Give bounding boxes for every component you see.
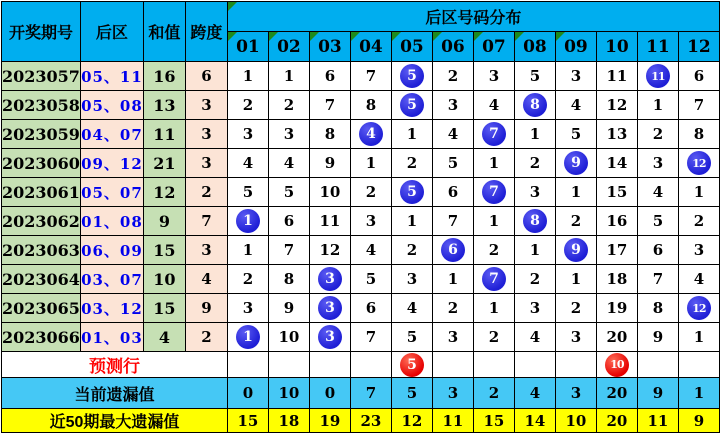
header-period: 开奖期号 [2,2,81,62]
distribution-cell: 3 [637,149,678,178]
distribution-cell: 5 [391,323,432,352]
blue-ball: 4 [359,122,383,146]
blue-ball: 8 [523,209,547,233]
current-omission-value: 9 [637,378,678,409]
header-col-05: 05 [391,32,432,62]
prediction-cell [637,352,678,378]
red-ball: 10 [605,353,629,377]
distribution-cell: 1 [227,62,268,91]
distribution-cell: 6 [350,294,391,323]
sum-cell: 9 [143,207,185,236]
rear-numbers-cell: 05、07 [80,178,143,207]
distribution-cell: 5 [432,149,473,178]
draw-row-2023062 [2,207,720,236]
distribution-cell: 7 [309,91,350,120]
header-col-12: 12 [678,32,719,62]
distribution-cell: 1 [555,265,596,294]
distribution-cell: 9 [637,323,678,352]
max-omission-value: 14 [514,409,555,433]
distribution-cell [637,62,678,91]
draw-row-2023059 [2,120,720,149]
distribution-cell: 8 [350,91,391,120]
max-omission-value: 15 [473,409,514,433]
span-cell: 2 [185,323,227,352]
period-cell: 2023058 [2,91,81,120]
period-cell: 2023064 [2,265,81,294]
distribution-cell: 16 [596,207,637,236]
blue-ball: 5 [400,64,424,88]
distribution-cell: 1 [678,323,719,352]
distribution-cell: 4 [555,91,596,120]
distribution-cell: 4 [350,236,391,265]
blue-ball: 1 [236,209,260,233]
distribution-cell: 1 [473,294,514,323]
max-omission-value: 20 [596,409,637,433]
header-col-03: 03 [309,32,350,62]
span-cell: 3 [185,120,227,149]
distribution-cell: 1 [432,265,473,294]
blue-ball: 7 [482,122,506,146]
max-omission-value: 11 [637,409,678,433]
distribution-cell [514,207,555,236]
distribution-cell: 18 [596,265,637,294]
distribution-cell: 3 [555,62,596,91]
draw-row-2023060 [2,149,720,178]
header-sum: 和值 [143,2,185,62]
current-omission-value: 3 [555,378,596,409]
rear-numbers-cell: 06、09 [80,236,143,265]
distribution-cell: 6 [432,178,473,207]
distribution-cell [678,149,719,178]
sum-cell: 15 [143,294,185,323]
chart-table [1,1,720,433]
distribution-cell: 5 [514,62,555,91]
sum-cell: 21 [143,149,185,178]
distribution-cell: 4 [227,149,268,178]
period-cell: 2023059 [2,120,81,149]
distribution-cell: 6 [309,62,350,91]
current-omission-value: 20 [596,378,637,409]
span-cell: 3 [185,91,227,120]
distribution-cell: 1 [227,236,268,265]
blue-ball: 3 [318,325,342,349]
header-col-04: 04 [350,32,391,62]
distribution-cell: 2 [555,207,596,236]
header-distribution-title: 后区号码分布 [227,2,719,32]
distribution-cell: 2 [514,265,555,294]
distribution-cell [350,120,391,149]
distribution-cell: 8 [309,120,350,149]
prediction-row-label: 预测行 [2,352,228,378]
header-rear: 后区 [80,2,143,62]
distribution-cell: 1 [637,91,678,120]
distribution-cell [473,265,514,294]
prediction-cell [514,352,555,378]
header-col-02: 02 [268,32,309,62]
distribution-cell: 1 [391,120,432,149]
distribution-cell: 4 [268,149,309,178]
distribution-cell: 3 [514,178,555,207]
blue-ball: 5 [400,93,424,117]
distribution-cell: 2 [473,323,514,352]
blue-ball: 12 [687,151,711,175]
distribution-cell: 6 [637,236,678,265]
distribution-cell [473,178,514,207]
header-span: 跨度 [185,2,227,62]
header-col-06: 06 [432,32,473,62]
sum-cell: 12 [143,178,185,207]
distribution-cell [227,207,268,236]
distribution-cell: 2 [227,265,268,294]
distribution-cell [473,120,514,149]
distribution-cell [678,294,719,323]
current-omission-value: 5 [391,378,432,409]
distribution-cell [555,236,596,265]
span-cell: 6 [185,62,227,91]
span-cell: 9 [185,294,227,323]
current-omission-value: 0 [309,378,350,409]
blue-ball: 5 [400,180,424,204]
distribution-cell: 1 [678,178,719,207]
blue-ball: 6 [441,238,465,262]
header-row-1 [2,2,720,32]
distribution-cell: 3 [432,323,473,352]
current-omission-row [2,378,720,409]
current-omission-value: 4 [514,378,555,409]
distribution-cell: 5 [268,178,309,207]
distribution-cell: 2 [555,294,596,323]
distribution-cell: 3 [391,265,432,294]
distribution-cell: 15 [596,178,637,207]
prediction-cell [227,352,268,378]
distribution-cell [309,323,350,352]
distribution-cell: 2 [391,149,432,178]
distribution-cell: 5 [637,207,678,236]
distribution-cell: 3 [555,323,596,352]
distribution-cell: 7 [432,207,473,236]
prediction-cell [473,352,514,378]
distribution-cell [227,323,268,352]
current-omission-value: 10 [268,378,309,409]
distribution-cell: 1 [473,207,514,236]
sum-cell: 16 [143,62,185,91]
draw-row-2023061 [2,178,720,207]
blue-ball: 9 [564,238,588,262]
prediction-cell [432,352,473,378]
blue-ball: 9 [564,151,588,175]
distribution-cell: 20 [596,323,637,352]
distribution-cell: 3 [473,62,514,91]
max-omission-value: 23 [350,409,391,433]
distribution-cell [555,149,596,178]
period-cell: 2023057 [2,62,81,91]
prediction-cell [309,352,350,378]
distribution-cell: 13 [596,120,637,149]
distribution-cell: 7 [678,91,719,120]
distribution-cell [391,178,432,207]
span-cell: 7 [185,207,227,236]
distribution-cell: 2 [391,236,432,265]
period-cell: 2023060 [2,149,81,178]
rear-numbers-cell: 03、07 [80,265,143,294]
span-cell: 2 [185,178,227,207]
span-cell: 4 [185,265,227,294]
draw-row-2023063 [2,236,720,265]
header-col-08: 08 [514,32,555,62]
draw-row-2023064 [2,265,720,294]
distribution-cell: 1 [473,149,514,178]
distribution-cell: 2 [432,294,473,323]
header-col-07: 07 [473,32,514,62]
header-col-11: 11 [637,32,678,62]
distribution-cell: 1 [514,236,555,265]
distribution-cell: 1 [555,178,596,207]
distribution-cell: 17 [596,236,637,265]
distribution-cell: 7 [350,323,391,352]
distribution-cell: 8 [268,265,309,294]
prediction-cell [350,352,391,378]
rear-numbers-cell: 05、08 [80,91,143,120]
header-col-10: 10 [596,32,637,62]
distribution-cell: 10 [309,178,350,207]
distribution-cell: 4 [678,265,719,294]
max-omission-value: 12 [391,409,432,433]
distribution-cell: 10 [268,323,309,352]
distribution-cell: 9 [268,294,309,323]
distribution-cell: 4 [514,323,555,352]
max-omission-value: 19 [309,409,350,433]
prediction-cell [678,352,719,378]
distribution-cell: 2 [473,236,514,265]
distribution-cell: 5 [350,265,391,294]
distribution-cell: 3 [678,236,719,265]
distribution-cell: 8 [678,120,719,149]
prediction-cell [268,352,309,378]
period-cell: 2023061 [2,178,81,207]
distribution-cell: 1 [268,62,309,91]
distribution-cell: 12 [596,91,637,120]
max-omission-row [2,409,720,433]
distribution-cell: 3 [268,120,309,149]
sum-cell: 13 [143,91,185,120]
distribution-cell [514,91,555,120]
distribution-cell: 3 [350,207,391,236]
distribution-cell: 5 [555,120,596,149]
distribution-cell: 1 [514,120,555,149]
distribution-cell [391,91,432,120]
distribution-cell: 6 [268,207,309,236]
draw-row-2023057 [2,62,720,91]
distribution-cell [391,62,432,91]
blue-ball: 3 [318,267,342,291]
distribution-cell [432,236,473,265]
distribution-cell: 2 [268,91,309,120]
current-omission-value: 2 [473,378,514,409]
distribution-cell: 2 [514,149,555,178]
distribution-cell: 2 [350,178,391,207]
distribution-cell: 3 [227,294,268,323]
draw-row-2023066 [2,323,720,352]
prediction-row [2,352,720,378]
current-omission-value: 1 [678,378,719,409]
distribution-cell: 7 [350,62,391,91]
distribution-cell: 7 [268,236,309,265]
max-omission-label: 近50期最大遗漏值 [2,409,228,433]
distribution-cell: 14 [596,149,637,178]
period-cell: 2023066 [2,323,81,352]
prediction-cell [555,352,596,378]
prediction-cell [596,352,637,378]
draw-row-2023058 [2,91,720,120]
distribution-cell: 1 [350,149,391,178]
max-omission-value: 10 [555,409,596,433]
rear-numbers-cell: 01、03 [80,323,143,352]
header-col-09: 09 [555,32,596,62]
distribution-cell: 2 [678,207,719,236]
rear-numbers-cell: 09、12 [80,149,143,178]
prediction-cell [391,352,432,378]
distribution-cell: 3 [432,91,473,120]
distribution-cell: 11 [596,62,637,91]
blue-ball: 7 [482,267,506,291]
distribution-cell: 4 [432,120,473,149]
max-omission-value: 15 [227,409,268,433]
sum-cell: 15 [143,236,185,265]
sum-cell: 11 [143,120,185,149]
max-omission-value: 9 [678,409,719,433]
red-ball: 5 [400,353,424,377]
header-col-01: 01 [227,32,268,62]
span-cell: 3 [185,236,227,265]
rear-numbers-cell: 01、08 [80,207,143,236]
distribution-cell: 1 [391,207,432,236]
rear-numbers-cell: 03、12 [80,294,143,323]
max-omission-value: 18 [268,409,309,433]
distribution-cell: 11 [309,207,350,236]
blue-ball: 8 [523,93,547,117]
distribution-cell: 2 [432,62,473,91]
lottery-rear-distribution-chart [0,1,722,434]
distribution-cell: 3 [514,294,555,323]
blue-ball: 3 [318,296,342,320]
span-cell: 3 [185,149,227,178]
distribution-cell: 3 [227,120,268,149]
distribution-cell: 8 [637,294,678,323]
current-omission-value: 0 [227,378,268,409]
max-omission-value: 11 [432,409,473,433]
blue-ball: 1 [236,325,260,349]
sum-cell: 10 [143,265,185,294]
distribution-cell: 4 [637,178,678,207]
blue-ball: 11 [646,64,670,88]
current-omission-value: 3 [432,378,473,409]
distribution-cell: 2 [227,91,268,120]
draw-row-2023065 [2,294,720,323]
distribution-cell: 5 [227,178,268,207]
distribution-cell: 19 [596,294,637,323]
distribution-cell: 9 [309,149,350,178]
distribution-cell: 4 [473,91,514,120]
distribution-cell [309,265,350,294]
distribution-cell: 7 [637,265,678,294]
current-omission-label: 当前遗漏值 [2,378,228,409]
period-cell: 2023065 [2,294,81,323]
distribution-cell: 4 [391,294,432,323]
blue-ball: 12 [687,296,711,320]
sum-cell: 4 [143,323,185,352]
rear-numbers-cell: 05、11 [80,62,143,91]
current-omission-value: 7 [350,378,391,409]
period-cell: 2023063 [2,236,81,265]
distribution-cell: 6 [678,62,719,91]
distribution-cell: 2 [637,120,678,149]
blue-ball: 7 [482,180,506,204]
distribution-cell: 12 [309,236,350,265]
distribution-cell [309,294,350,323]
period-cell: 2023062 [2,207,81,236]
rear-numbers-cell: 04、07 [80,120,143,149]
